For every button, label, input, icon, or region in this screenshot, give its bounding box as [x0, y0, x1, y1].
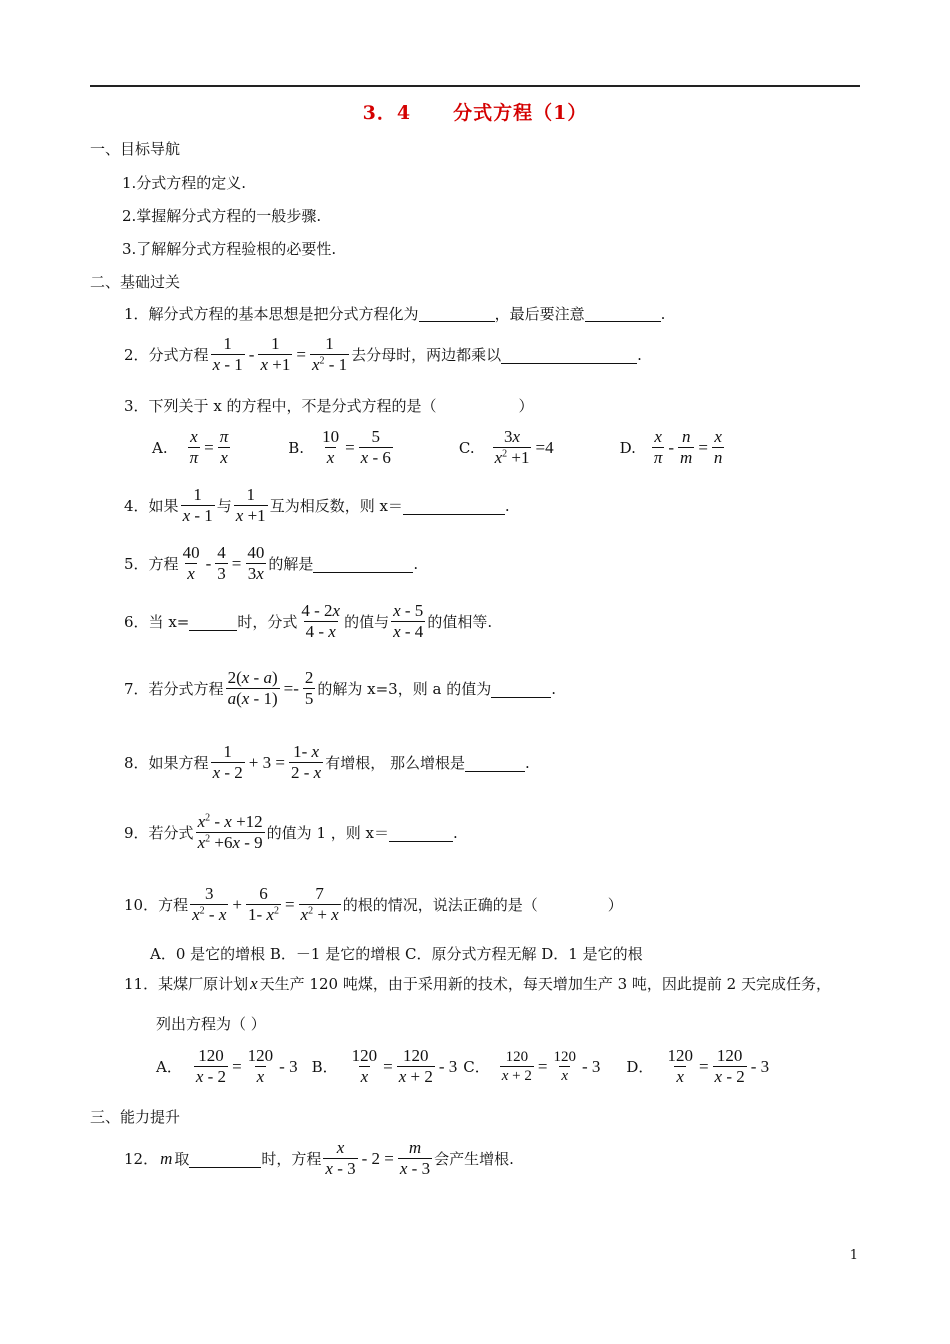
question-5: 5． 方程 $\frac{40}{x}$ - $\frac{4}{3}$ = $\frac{40}{3x}$ 的解是 . — [124, 543, 419, 584]
question-6: 6． 当 x= 时，分式 $\frac{4 - 2x}{4 - x}$ 的值与 $\frac{x - 5}{x - 4}$ 的值相等. — [124, 601, 493, 642]
answer-blank[interactable] — [465, 754, 525, 772]
section-heading-3: 三、能力提升 — [90, 1108, 181, 1126]
question-12: 12． m 取 时，方程 $\frac{x}{x - 3}$ - 2 = $\frac{m}{x - 3}$ 会产生增根. — [124, 1138, 514, 1179]
question-3-options: A. $\frac{x}{\pi}$ = $\frac{\pi}{x}$ B. $\frac{10}{x}$ = $\frac{5}{x - 6}$ C. $\frac{3x}{x^2 +1}$ =4 D. $\frac{x}{\pi}$ - $\frac{n}{m}$ = $\frac{x}{n}$ — [152, 427, 723, 468]
page-title: 3．4 分式方程（1） — [362, 102, 588, 124]
answer-blank[interactable] — [501, 346, 637, 364]
question-10: 10． 方程 $\frac{3}{x^2 - x}$ + $\frac{6}{1- x^2}$ = $\frac{7}{x^2 + x}$ 的根的情况，说法正确的是（ ） — [124, 884, 623, 925]
answer-blank[interactable] — [189, 613, 237, 631]
goal-3: 3.了解解分式方程验根的必要性. — [122, 240, 337, 258]
question-1: 1． 解分式方程的基本思想是把分式方程化为 ，最后要注意 . — [124, 304, 666, 323]
question-8: 8． 如果方程 $\frac{1}{x - 2}$ + 3 = $\frac{1- x}{2 - x}$ 有增根， 那么增根是 . — [124, 742, 530, 783]
answer-blank[interactable] — [585, 305, 661, 323]
header-rule — [90, 85, 860, 87]
answer-blank[interactable] — [189, 1150, 261, 1168]
page-number: 1 — [849, 1248, 858, 1263]
answer-blank[interactable] — [389, 824, 453, 842]
answer-blank[interactable] — [419, 305, 495, 323]
question-7: 7． 若分式方程 $\frac{2(x - a)}{a(x - 1)}$ =- $\frac{2}{5}$ 的解为 x=3，则 a 的值为 . — [124, 668, 556, 709]
answer-blank[interactable] — [491, 680, 551, 698]
question-11-options: A． $\frac{120}{x - 2}$ = $\frac{120}{x}$ - 3 B． $\frac{120}{x}$ = $\frac{120}{x + 2}$ - 3 C． $\frac{120}{x + 2}$ = $\frac{120}{x}$ - 3 D． $\frac{120}{x}$ = $\frac{120}{x - 2}$ - 3 — [156, 1046, 770, 1087]
question-2: 2． 分式方程 $\frac{1}{x - 1}$ - $\frac{1}{x +1}$ = $\frac{1}{x^2 - 1}$ 去分母时，两边都乘以 . — [124, 334, 642, 375]
answer-blank[interactable] — [313, 555, 413, 573]
goal-2: 2.掌握解分式方程的一般步骤. — [122, 207, 322, 225]
question-3: 3． 下列关于 x 的方程中，不是分式方程的是（ ） — [124, 397, 534, 415]
section-heading-1: 一、目标导航 — [90, 140, 181, 158]
goal-1: 1.分式方程的定义. — [122, 174, 247, 192]
question-10-options: A．0 是它的增根 B．－1 是它的增根 C．原分式方程无解 D．1 是它的根 — [150, 945, 643, 963]
question-11-line-2: 列出方程为（ ） — [156, 1015, 266, 1033]
answer-blank[interactable] — [403, 497, 505, 515]
section-heading-2: 二、基础过关 — [90, 273, 181, 291]
question-11: 11． 某煤厂原计划 x 天生产 120 吨煤，由于采用新的技术，每天增加生产 3 吨，因此提前 2 天完成任务， — [124, 973, 831, 993]
question-9: 9． 若分式 $\frac{x^2 - x +12}{x^2 +6x - 9}$ 的值为 1 ，则 x＝ . — [124, 812, 458, 853]
question-4: 4． 如果 $\frac{1}{x - 1}$ 与 $\frac{1}{x +1}$ 互为相反数，则 x＝ . — [124, 485, 510, 526]
